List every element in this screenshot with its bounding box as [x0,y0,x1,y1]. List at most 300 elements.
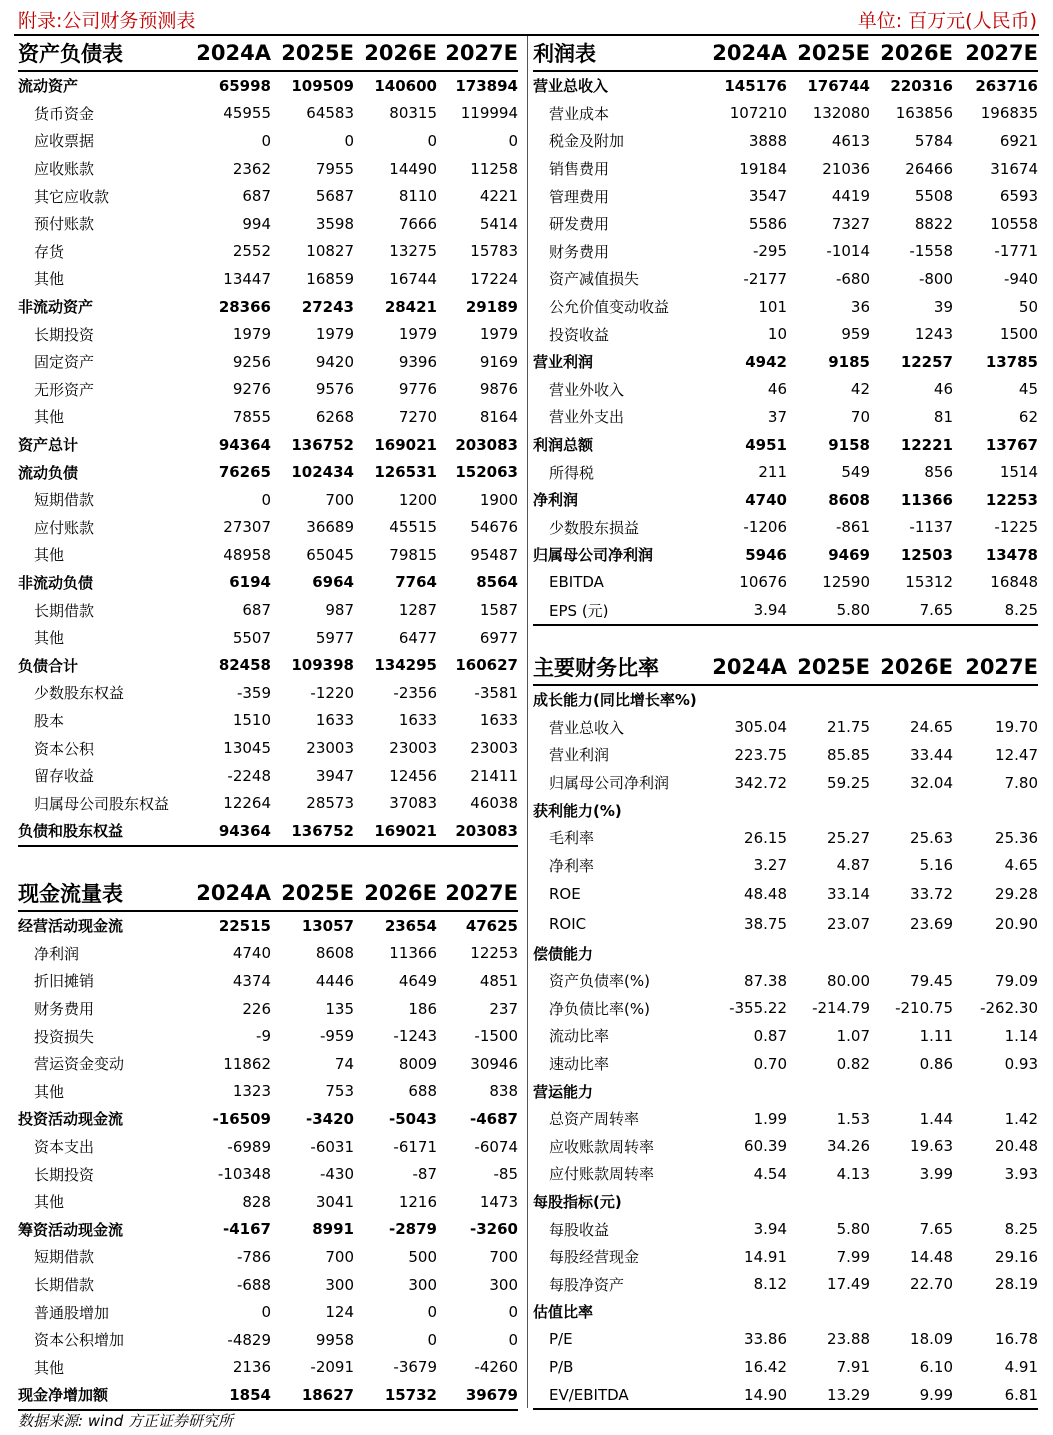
balance-sheet-table [18,36,518,847]
value-cell: 79815 [389,545,437,564]
value-cell [704,939,787,967]
value-cell: -688 [236,1275,271,1294]
value-cell: 1500 [999,325,1038,344]
value-cell: 838 [489,1082,518,1101]
value-cell: 300 [408,1275,437,1294]
table-row [533,155,1038,183]
value-cell: 4374 [232,971,271,990]
table-row [18,403,518,431]
value-cell: 13045 [223,739,271,758]
value-cell: -210.75 [895,999,953,1018]
row-label: 固定资产 [34,353,95,372]
value-cell: 9576 [315,380,354,399]
value-cell [787,1298,870,1326]
table-row [18,624,518,652]
value-cell: -6031 [310,1137,354,1156]
value-cell: 3888 [748,131,787,150]
row-label: 折旧摊销 [34,972,95,991]
row-label: 归属母公司股东权益 [34,794,170,813]
value-cell: 13785 [985,352,1038,371]
value-cell: 1900 [479,490,518,509]
value-cell: 45515 [389,518,437,537]
table-row [18,596,518,624]
table-row [533,486,1038,514]
value-cell: 211 [758,463,787,482]
table-row [18,1160,518,1188]
financial-ratios-table [533,650,1038,1410]
row-label: 流动负债 [18,463,79,482]
value-cell: 126531 [374,463,437,482]
value-cell [870,939,953,967]
value-cell: 9185 [828,352,870,371]
value-cell: 48958 [223,545,271,564]
table-row [18,940,518,968]
value-cell: 46038 [470,794,518,813]
value-cell: 12456 [389,766,437,785]
value-cell: 14.48 [910,1247,953,1266]
row-label: 销售费用 [549,160,610,179]
value-cell: -262.30 [980,999,1038,1018]
value-cell: 7.65 [919,1220,953,1239]
ratios-title: 主要财务比率 [533,650,704,685]
value-cell: 3547 [748,187,787,206]
value-cell: 9876 [479,380,518,399]
value-cell: -800 [918,269,953,288]
value-cell: 119994 [460,104,518,123]
value-cell: 5414 [479,214,518,233]
row-label: 营业利润 [533,353,594,372]
value-cell: 46 [933,380,953,399]
row-label: 营运资金变动 [34,1055,125,1074]
value-cell: 994 [242,214,271,233]
row-label: 毛利率 [549,829,595,848]
value-cell: 6921 [999,131,1038,150]
row-label: 其他 [34,1193,65,1212]
row-label: 其他 [34,1358,65,1377]
value-cell: 8.12 [753,1275,787,1294]
value-cell: 12.47 [995,745,1038,764]
value-cell: 1510 [232,711,271,730]
value-cell: -6074 [474,1137,518,1156]
table-row [533,741,1038,769]
value-cell [870,1188,953,1216]
value-cell: 3.99 [919,1164,953,1183]
value-cell [704,1188,787,1216]
value-cell: -3581 [474,683,518,702]
table-row [18,458,518,486]
value-cell: 8822 [914,214,953,233]
value-cell: 109509 [291,76,354,95]
value-cell: 21036 [822,159,870,178]
row-label: 投资收益 [549,325,610,344]
value-cell: 6268 [315,407,354,426]
value-cell: 549 [841,463,870,482]
table-row [533,852,1038,880]
value-cell: 4951 [745,435,787,454]
row-label: 每股经营现金 [549,1248,640,1267]
value-cell: -2356 [393,683,437,702]
value-cell: 46 [767,380,787,399]
value-cell: 13.29 [787,1381,870,1410]
value-cell: -940 [1003,269,1038,288]
value-cell: 4.65 [1004,856,1038,875]
year-header: 2027E [437,876,518,911]
value-cell: 134295 [374,656,437,675]
value-cell: 700 [489,1247,518,1266]
value-cell [787,796,870,824]
row-label: 所得税 [549,463,595,482]
value-cell: 6194 [229,573,271,592]
value-cell: 1633 [479,711,518,730]
value-cell: -359 [236,683,271,702]
row-label: 长期借款 [34,1276,95,1295]
value-cell: 22.70 [910,1275,953,1294]
value-cell: 27307 [223,518,271,537]
value-cell: 186 [408,999,437,1018]
value-cell: 1287 [398,601,437,620]
table-row [533,967,1038,995]
value-cell [704,1077,787,1105]
value-cell: 12221 [900,435,953,454]
table-row [18,293,518,321]
value-cell: 11366 [389,944,437,963]
value-cell: 23.69 [910,915,953,934]
table-row [18,486,518,514]
value-cell: 300 [325,1275,354,1294]
value-cell: 342.72 [734,773,787,792]
value-cell: -3679 [393,1358,437,1377]
value-cell [787,685,870,714]
row-label: 研发费用 [549,215,610,234]
value-cell: 13275 [389,242,437,261]
value-cell: 145176 [724,76,787,95]
row-label: 少数股东损益 [549,518,640,537]
row-label: 其他 [34,546,65,565]
table-row [533,100,1038,128]
value-cell: 3598 [315,214,354,233]
value-cell: 36 [850,297,870,316]
value-cell: 12253 [470,944,518,963]
value-cell: 8.25 [1004,1220,1038,1239]
row-label: 应收票据 [34,132,95,151]
row-label: 资本公积增加 [34,1331,125,1350]
value-cell: 12253 [985,490,1038,509]
table-row [533,995,1038,1023]
table-row [533,238,1038,266]
table-row [533,1133,1038,1161]
value-cell: 2136 [232,1358,271,1377]
value-cell: 1243 [914,325,953,344]
value-cell: 1633 [315,711,354,730]
row-label: 预付账款 [34,215,95,234]
value-cell: 15732 [354,1381,437,1410]
value-cell: 81 [933,407,953,426]
value-cell: 687 [242,187,271,206]
table-row [533,320,1038,348]
value-cell: 13767 [985,435,1038,454]
value-cell: 152063 [455,463,518,482]
value-cell: 1.44 [919,1109,953,1128]
value-cell [787,1188,870,1216]
table-row [533,514,1038,542]
value-cell: 10676 [739,573,787,592]
value-cell: 5507 [232,628,271,647]
value-cell: 15312 [905,573,953,592]
value-cell [953,1298,1038,1326]
table-row [18,1381,518,1410]
value-cell [870,1298,953,1326]
row-label: 资产总计 [18,436,79,455]
report-appendix-title: 附录:公司财务预测表 [18,10,196,32]
value-cell: 16848 [990,573,1038,592]
row-label: 其他 [34,1082,65,1101]
value-cell: 1473 [479,1192,518,1211]
value-cell: 33.72 [910,885,953,904]
column-divider [527,36,528,1408]
table-row [533,265,1038,293]
value-cell: 94364 [218,435,271,454]
year-header: 2026E [870,36,953,71]
table-row [533,824,1038,852]
value-cell: -2248 [227,766,271,785]
row-label: 利润总额 [533,436,594,455]
year-header: 2026E [870,650,953,685]
value-cell: -16509 [212,1109,271,1128]
value-cell: -1206 [743,518,787,537]
value-cell: 76265 [218,463,271,482]
year-header: 2024A [188,876,271,911]
table-row [18,431,518,459]
value-cell: 4.54 [753,1164,787,1183]
row-label: 资产减值损失 [549,270,640,289]
value-cell: 47625 [465,916,518,935]
value-cell: 300 [489,1275,518,1294]
value-cell: 64583 [306,104,354,123]
value-cell: 0 [508,1303,518,1322]
value-cell: -4167 [223,1220,271,1239]
value-cell: -4260 [474,1358,518,1377]
value-cell: 3041 [315,1192,354,1211]
table-row [533,1326,1038,1354]
table-row [18,1188,518,1216]
table-row [18,1078,518,1106]
table-row [533,127,1038,155]
value-cell: 25.36 [995,828,1038,847]
year-header: 2027E [437,36,518,71]
row-label: 营业成本 [549,104,610,123]
value-cell: 8.25 [953,596,1038,625]
value-cell: 4446 [315,971,354,990]
table-row [18,1298,518,1326]
row-label: 营运能力 [533,1082,594,1101]
value-cell: 18.09 [910,1330,953,1349]
year-header: 2027E [953,36,1038,71]
value-cell: 1979 [315,325,354,344]
value-cell: 13057 [301,916,354,935]
value-cell: 16744 [389,269,437,288]
value-cell: 1.14 [1004,1026,1038,1045]
table-row [18,1216,518,1244]
value-cell: 2362 [232,159,271,178]
value-cell: 8164 [479,407,518,426]
row-label: 财务费用 [34,1000,95,1019]
value-cell: -430 [319,1165,354,1184]
table-row [533,458,1038,486]
value-cell: 132080 [812,104,870,123]
value-cell: 687 [242,601,271,620]
row-label: 应收账款 [34,160,95,179]
table-row [18,789,518,817]
value-cell: 36689 [306,518,354,537]
value-cell: 5.80 [836,1220,870,1239]
value-cell: 79.45 [910,971,953,990]
row-label: EBITDA [549,573,604,592]
row-label: 流动比率 [549,1027,610,1046]
value-cell: 163856 [895,104,953,123]
value-cell: 1216 [398,1192,437,1211]
value-cell: 29189 [465,297,518,316]
year-header: 2025E [787,650,870,685]
row-label: 长期借款 [34,601,95,620]
value-cell: 5.80 [787,596,870,625]
value-cell: 33.14 [827,885,870,904]
value-cell: 82458 [218,656,271,675]
value-cell: 107210 [729,104,787,123]
row-label: 股本 [34,711,65,730]
value-cell: 6.10 [919,1358,953,1377]
value-cell: 10558 [990,214,1038,233]
value-cell: 9276 [232,380,271,399]
value-cell: -1558 [909,242,953,261]
table-row [18,817,518,846]
value-cell [787,1077,870,1105]
cashflow-title: 现金流量表 [18,876,188,911]
value-cell: 4740 [232,944,271,963]
row-label: 财务费用 [549,242,610,261]
value-cell: 8009 [398,1054,437,1073]
income-header-row [533,36,1038,71]
table-row [533,1243,1038,1271]
value-cell: 7.65 [870,596,953,625]
value-cell: 8564 [476,573,518,592]
value-cell: 14490 [389,159,437,178]
value-cell: 31674 [990,159,1038,178]
row-label: 货币资金 [34,104,95,123]
value-cell: 33.86 [744,1330,787,1349]
table-row [18,100,518,128]
row-label: 负债合计 [18,656,79,675]
value-cell: 7270 [398,407,437,426]
table-row [18,1326,518,1354]
row-label: 现金净增加额 [18,1381,188,1410]
table-row [533,348,1038,376]
value-cell: 37 [767,407,787,426]
value-cell: 6964 [312,573,354,592]
value-cell: 226 [242,999,271,1018]
value-cell: 5784 [914,131,953,150]
row-label: 应收账款周转率 [549,1137,655,1156]
table-row [533,71,1038,100]
row-label: 成长能力(同比增长率%) [533,691,697,710]
value-cell: 85.85 [827,745,870,764]
value-cell: 16859 [306,269,354,288]
value-cell: 21.75 [827,718,870,737]
value-cell: 10 [767,325,787,344]
unit-label: 单位: 百万元(人民币) [857,10,1037,32]
row-label: 公允价值变动收益 [549,298,670,317]
value-cell: 19.70 [995,718,1038,737]
value-cell: -295 [752,242,787,261]
value-cell: 6593 [999,187,1038,206]
value-cell: 18627 [271,1381,354,1410]
value-cell: 21411 [470,766,518,785]
value-cell: 9958 [315,1330,354,1349]
table-row [18,320,518,348]
value-cell: 753 [325,1082,354,1101]
value-cell [704,685,787,714]
value-cell: 11258 [470,159,518,178]
year-header: 2024A [704,650,787,685]
value-cell: 4613 [831,131,870,150]
table-row [18,265,518,293]
table-row [18,238,518,266]
value-cell: 17224 [470,269,518,288]
balance-title: 资产负债表 [18,36,188,71]
row-label: 长期投资 [34,325,95,344]
value-cell [704,796,787,824]
value-cell: 20.48 [995,1137,1038,1156]
value-cell [704,1298,787,1326]
table-row [18,995,518,1023]
year-header: 2025E [271,36,354,71]
value-cell: 5977 [315,628,354,647]
value-cell: 1.07 [836,1026,870,1045]
value-cell [870,1077,953,1105]
value-cell: 33.44 [910,745,953,764]
value-cell: 42 [850,380,870,399]
value-cell: 0 [427,1330,437,1349]
table-row [533,1215,1038,1243]
row-label: 短期借款 [34,1248,95,1267]
table-row [533,293,1038,321]
value-cell: 3.93 [1004,1164,1038,1183]
value-cell: 22515 [218,916,271,935]
value-cell: 28421 [384,297,437,316]
value-cell: 4221 [479,187,518,206]
value-cell: 4.87 [836,856,870,875]
balance-header-row [18,36,518,71]
value-cell: 38.75 [744,915,787,934]
value-cell: 136752 [291,435,354,454]
table-row [18,734,518,762]
value-cell [953,1188,1038,1216]
table-row [533,1077,1038,1105]
value-cell: 29.16 [995,1247,1038,1266]
value-cell: 5.16 [919,856,953,875]
value-cell: 0.82 [836,1054,870,1073]
value-cell: 1979 [232,325,271,344]
value-cell: 263716 [975,76,1038,95]
income-title: 利润表 [533,36,704,71]
value-cell: 28.19 [995,1275,1038,1294]
table-row [18,541,518,569]
table-row [18,679,518,707]
value-cell: 9396 [398,352,437,371]
value-cell: 0 [508,131,518,150]
value-cell: 2552 [232,242,271,261]
value-cell: 220316 [890,76,953,95]
table-row [533,1381,1038,1410]
